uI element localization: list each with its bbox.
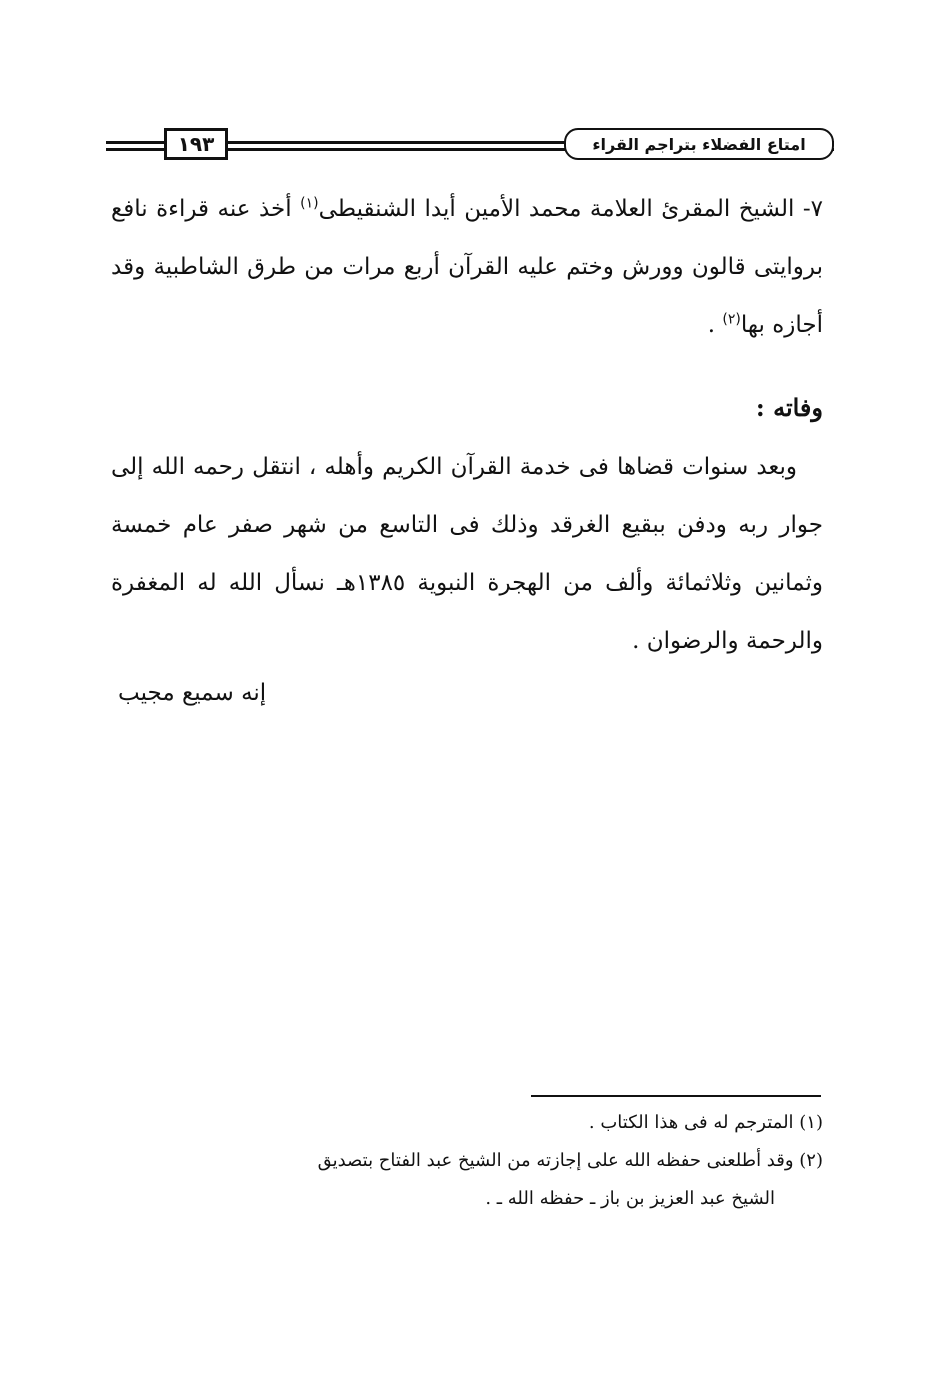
entry-7: [111, 180, 823, 354]
footnote-2-continuation: الشيخ عبد العزيز بن باز ـ حفظه الله ـ .: [485, 1188, 775, 1209]
entry-7-text-end: .: [707, 312, 723, 338]
closing-line: إنه سميع مجيب: [118, 680, 267, 706]
book-title: امتاع الفضلاء بتراجم القراء: [564, 128, 834, 160]
running-header: [106, 124, 834, 168]
footnotes: [107, 1104, 823, 1218]
entry-7-paragraph: [111, 180, 823, 354]
page-number: ١٩٣: [164, 128, 228, 160]
footnote-2: (٢) وقد أطلعنى حفظه الله على إجازته من الشيخ عبد الفتاح بتصديق: [317, 1150, 823, 1171]
footnote-1: (١) المترجم له فى هذا الكتاب .: [588, 1112, 823, 1133]
death-paragraph: وبعد سنوات قضاها فى خدمة القرآن الكريم وأهله ، انتقل رحمه الله إلى جوار ربه ودفن ببقيع الغرقد وذلك فى التاسع من شهر صفر عام خمسة وثمانين وثلاثمائة وألف من الهجرة النبوية ١٣٨٥هـ نسأل الله له المغفرة والرحمة والرضوان .: [111, 454, 823, 654]
entry-7-text-start: ٧- الشيخ المقرئ العلامة محمد الأمين أيدا الشنقيطى: [318, 196, 824, 222]
footnote-ref-1: (١): [300, 195, 319, 212]
footnote-separator: [531, 1095, 821, 1097]
death-section: [111, 438, 823, 670]
section-heading-death: وفاته :: [755, 393, 823, 422]
footnote-ref-2: (٢): [722, 311, 741, 328]
entry-7-text-middle: أخذ عنه قراءة نافع بروايتى قالون وورش وختم عليه القرآن أربع مرات من طرق الشاطبية وقد أجازه بها: [111, 196, 823, 338]
